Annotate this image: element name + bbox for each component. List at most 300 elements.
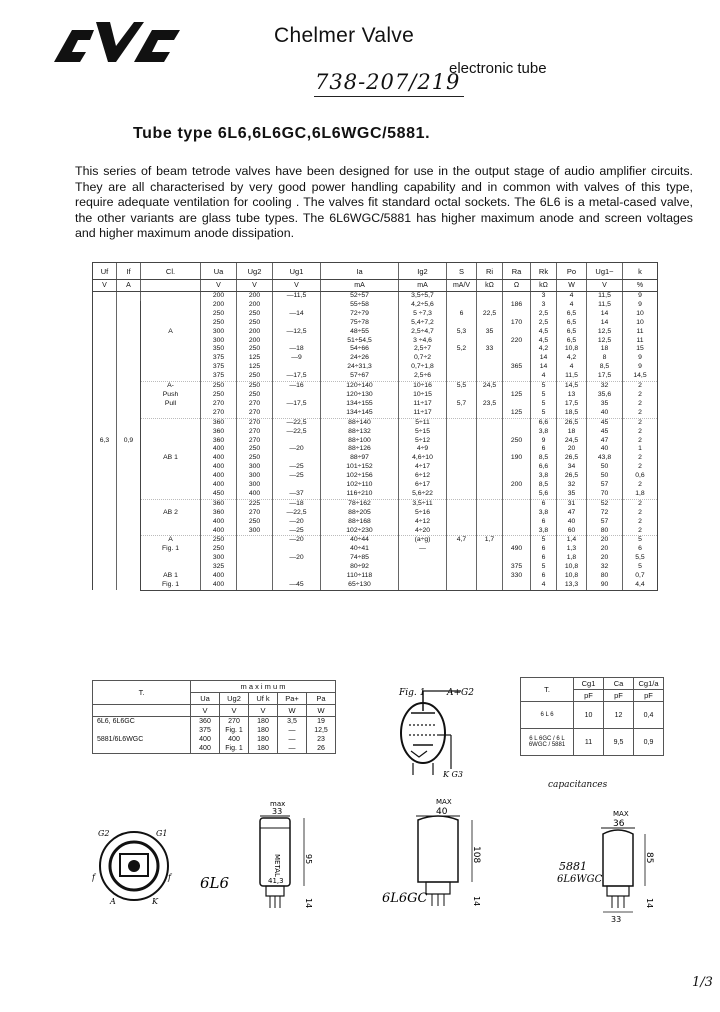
max-cell: Fig. 1 xyxy=(220,744,249,754)
cell-s xyxy=(447,372,477,381)
max-table-max-header: m a x i m u m xyxy=(191,681,336,693)
cell-ug1: —18 xyxy=(273,499,321,508)
cell-k: 0,6 xyxy=(623,472,658,481)
cell-ig2: 2,5÷6 xyxy=(399,372,447,381)
cell-po: 18 xyxy=(557,428,587,437)
cell-ug1: —22,5 xyxy=(273,428,321,437)
max-ratings-table xyxy=(92,680,335,754)
cell-ug2: 250 xyxy=(237,445,273,454)
max-cell: 400 xyxy=(220,735,249,744)
cell-cl: A xyxy=(141,328,201,337)
cell-ig2: 4÷20 xyxy=(399,527,447,536)
cell-cl xyxy=(141,463,201,472)
cell-cl xyxy=(141,301,201,310)
cell-ugs: 11,5 xyxy=(587,292,623,301)
tube2-dim-pin: 14 xyxy=(472,896,481,907)
cell-ia: 48÷55 xyxy=(321,328,399,337)
cell-s xyxy=(447,563,477,572)
cell-ua: 200 xyxy=(201,301,237,310)
cell-ri xyxy=(477,472,503,481)
col-header: Ug2 xyxy=(237,263,273,280)
cell-po: 11,5 xyxy=(557,372,587,381)
cell-ri xyxy=(477,581,503,590)
col-header: k xyxy=(623,263,658,280)
fig1-tube-symbol xyxy=(385,683,495,778)
max-cell: 375 xyxy=(191,726,220,735)
cell-ig2: 3,5÷11 xyxy=(399,499,447,508)
cell-ia: 88÷132 xyxy=(321,428,399,437)
cell-ig2: — xyxy=(399,545,447,554)
cell-cl xyxy=(141,518,201,527)
cell-ri xyxy=(477,518,503,527)
cell-ri xyxy=(477,372,503,381)
cell-ua: 360 xyxy=(201,499,237,508)
col-header: Po xyxy=(557,263,587,280)
col-unit: V xyxy=(237,280,273,292)
cell-rk: 3 xyxy=(531,292,557,301)
col-unit: kΩ xyxy=(477,280,503,292)
cell-ra: 186 xyxy=(503,301,531,310)
cell-ra: 250 xyxy=(503,437,531,446)
cell-s: 4,7 xyxy=(447,536,477,545)
base-pinout-diagram xyxy=(92,822,177,907)
cell-po: 31 xyxy=(557,499,587,508)
cell-s xyxy=(447,554,477,563)
cell-ua: 375 xyxy=(201,372,237,381)
cell-rk: 6 xyxy=(531,499,557,508)
cell-cl xyxy=(141,363,201,372)
pin-label-f-right: f xyxy=(168,873,171,882)
cell-ug2 xyxy=(237,536,273,545)
cell-ra xyxy=(503,372,531,381)
table-row xyxy=(93,337,658,346)
capacitance-caption: capacitances xyxy=(548,780,608,790)
cell-ra xyxy=(503,382,531,391)
cell-ua: 250 xyxy=(201,382,237,391)
cell-cl xyxy=(141,445,201,454)
cell-ra xyxy=(503,354,531,363)
max-table-row xyxy=(93,726,336,735)
table-row xyxy=(93,463,658,472)
cell-ri xyxy=(477,363,503,372)
cell-ia: 102÷230 xyxy=(321,527,399,536)
cell-ugs: 57 xyxy=(587,518,623,527)
cap-cell: 11 xyxy=(574,729,604,756)
table-row xyxy=(93,391,658,400)
cell-ug2: 225 xyxy=(237,499,273,508)
cell-ri xyxy=(477,319,503,328)
cell-ug1: —45 xyxy=(273,581,321,590)
cell-ug2 xyxy=(237,563,273,572)
cell-ig2: 0,7÷2 xyxy=(399,354,447,363)
cell-ra xyxy=(503,292,531,301)
max-col-unit: V xyxy=(249,705,278,717)
table-row xyxy=(93,428,658,437)
page-number: 1/3 xyxy=(692,975,713,990)
max-col-unit: V xyxy=(220,705,249,717)
cell-ig2: 4,2÷5,6 xyxy=(399,301,447,310)
cell-rk: 14 xyxy=(531,363,557,372)
cell-ug2: 250 xyxy=(237,319,273,328)
tube2-dim-height: 108 xyxy=(471,846,481,864)
cell-s xyxy=(447,437,477,446)
max-cell: 26 xyxy=(307,744,336,754)
cell-rk: 3,8 xyxy=(531,472,557,481)
cell-ugs: 8,5 xyxy=(587,363,623,372)
cell-ug1 xyxy=(273,391,321,400)
fig1-kg-label: K G3 xyxy=(443,770,463,778)
table-row xyxy=(93,437,658,446)
cell-ua: 360 xyxy=(201,437,237,446)
cell-ugs: 17,5 xyxy=(587,372,623,381)
table-row xyxy=(93,527,658,536)
cell-k: 2 xyxy=(623,418,658,427)
cell-s xyxy=(447,454,477,463)
cell-ug2: 300 xyxy=(237,463,273,472)
cell-k: 2 xyxy=(623,409,658,418)
cell-ug1 xyxy=(273,409,321,418)
cap-col-unit: pF xyxy=(634,690,664,702)
cell-ig2: 2,5÷4,7 xyxy=(399,328,447,337)
cell-ug1 xyxy=(273,572,321,581)
max-cell: 180 xyxy=(249,735,278,744)
cell-ra: 190 xyxy=(503,454,531,463)
cell-k: 2 xyxy=(623,509,658,518)
cell-cl xyxy=(141,292,201,301)
cell-ugs: 11,5 xyxy=(587,301,623,310)
cell-rk: 8,5 xyxy=(531,454,557,463)
cell-rk: 4 xyxy=(531,581,557,590)
cell-s: 5,7 xyxy=(447,400,477,409)
pin-label-g1: G1 xyxy=(156,829,168,838)
max-cell: 3,5 xyxy=(278,717,307,727)
cell-po: 6,5 xyxy=(557,337,587,346)
cell-cl xyxy=(141,418,201,427)
cell-k: 2 xyxy=(623,454,658,463)
cell-k: 1 xyxy=(623,445,658,454)
cell-ra: 125 xyxy=(503,409,531,418)
col-unit: mA xyxy=(399,280,447,292)
tube1-dim-pin: 14 xyxy=(304,898,313,909)
cell-s xyxy=(447,301,477,310)
table-row xyxy=(93,472,658,481)
cell-ua: 400 xyxy=(201,518,237,527)
cell-ra xyxy=(503,509,531,518)
table-row xyxy=(93,481,658,490)
max-cell: 360 xyxy=(191,717,220,727)
cell-ug1 xyxy=(273,337,321,346)
fig1-anode-label: A+G2 xyxy=(447,688,474,698)
cell-ia: 134÷155 xyxy=(321,400,399,409)
cell-ra xyxy=(503,463,531,472)
cell-ig2: 3 ÷4,6 xyxy=(399,337,447,346)
cell-ia: 51÷54,5 xyxy=(321,337,399,346)
cell-ri xyxy=(477,409,503,418)
cell-ia: 24÷26 xyxy=(321,354,399,363)
cell-ugs: 20 xyxy=(587,536,623,545)
cell-po: 40 xyxy=(557,518,587,527)
table-row xyxy=(93,454,658,463)
cell-ugs: 14 xyxy=(587,319,623,328)
intro-paragraph: This series of beam tetrode valves have been designed for use in the output stage of audio amplifier circuits. They are all characterised by very good power handling capability and in common with valves of this type, require adequate ventilation for cooling . The valves fit standard octal sockets. The 6L6 is a metal-cased valve, the other variants are glass tube types. The 6L6WGC/5881 has higher maximum anode and screen voltages and higher maximum anode dissipation. xyxy=(75,164,693,241)
cell-ug2: 200 xyxy=(237,301,273,310)
cell-k: 15 xyxy=(623,345,658,354)
table-row xyxy=(93,563,658,572)
cell-rk: 8,5 xyxy=(531,481,557,490)
cell-cl: Fig. 1 xyxy=(141,545,201,554)
table-row xyxy=(93,345,658,354)
max-cell: 180 xyxy=(249,726,278,735)
cell-cl xyxy=(141,354,201,363)
cell-cl xyxy=(141,372,201,381)
pin-label-a: A xyxy=(110,897,116,906)
cell-ua: 400 xyxy=(201,472,237,481)
cell-s xyxy=(447,490,477,499)
cell-ugs: 80 xyxy=(587,572,623,581)
cell-rk: 5 xyxy=(531,382,557,391)
cell-po: 1,8 xyxy=(557,554,587,563)
cell-k: 1,8 xyxy=(623,490,658,499)
table-row xyxy=(93,310,658,319)
cell-ug2: 250 xyxy=(237,345,273,354)
cell-ug1: —9 xyxy=(273,354,321,363)
tube-6l6-outline xyxy=(190,796,330,916)
tube3-dim-height: 85 xyxy=(644,852,654,864)
col-unit: mA/V xyxy=(447,280,477,292)
cell-k: 4,4 xyxy=(623,581,658,590)
col-header: Uf xyxy=(93,263,117,280)
cell-s xyxy=(447,545,477,554)
table-row xyxy=(93,328,658,337)
company-name: Chelmer Valve xyxy=(274,24,415,47)
tube-5881-outline xyxy=(555,808,675,928)
tube1-dim-max: max xyxy=(270,800,286,808)
cell-ia: 88÷140 xyxy=(321,418,399,427)
cell-ig2: 6÷17 xyxy=(399,481,447,490)
cell-ug2: 200 xyxy=(237,328,273,337)
cell-po: 1,4 xyxy=(557,536,587,545)
cell-cl xyxy=(141,490,201,499)
table-row xyxy=(93,499,658,508)
cell-ugs: 50 xyxy=(587,472,623,481)
cell-ug1: —25 xyxy=(273,472,321,481)
cell-ugs: 35,6 xyxy=(587,391,623,400)
cell-ua: 360 xyxy=(201,509,237,518)
cell-ri xyxy=(477,391,503,400)
cell-uf: 6,3 xyxy=(93,292,117,591)
cell-ug2: 300 xyxy=(237,481,273,490)
cell-rk: 6,6 xyxy=(531,463,557,472)
subtitle: electronic tube xyxy=(449,60,547,77)
cell-ia: 78÷162 xyxy=(321,499,399,508)
max-row-type xyxy=(93,744,191,754)
cell-cl xyxy=(141,499,201,508)
cell-po: 24,5 xyxy=(557,437,587,446)
cell-ig2 xyxy=(399,572,447,581)
cell-ra: 490 xyxy=(503,545,531,554)
cell-ia: 101÷152 xyxy=(321,463,399,472)
cap-cell: 12 xyxy=(604,702,634,729)
cell-cl xyxy=(141,409,201,418)
cell-ugs: 32 xyxy=(587,382,623,391)
cell-s xyxy=(447,409,477,418)
cell-ia: 102÷156 xyxy=(321,472,399,481)
cell-rk: 5 xyxy=(531,400,557,409)
cap-table-row xyxy=(521,729,664,756)
max-row-type: 6L6, 6L6GC xyxy=(93,717,191,727)
cell-k: 9 xyxy=(623,354,658,363)
cell-ug2: 250 xyxy=(237,518,273,527)
cell-s xyxy=(447,319,477,328)
table-row xyxy=(93,572,658,581)
col-unit xyxy=(141,280,201,292)
cell-s xyxy=(447,481,477,490)
cell-ua: 400 xyxy=(201,445,237,454)
cell-ugs: 14 xyxy=(587,310,623,319)
col-unit: W xyxy=(557,280,587,292)
cell-ia: 88÷168 xyxy=(321,518,399,527)
cell-ig2 xyxy=(399,581,447,590)
cell-ua: 360 xyxy=(201,428,237,437)
cell-ug1: —12,5 xyxy=(273,328,321,337)
cell-ug1 xyxy=(273,454,321,463)
cap-col-header: Cg1/a xyxy=(634,678,664,690)
cell-k: 9 xyxy=(623,301,658,310)
cell-cl: AB 1 xyxy=(141,454,201,463)
cell-ia: 57÷67 xyxy=(321,372,399,381)
table-row xyxy=(93,445,658,454)
cell-ua: 250 xyxy=(201,536,237,545)
cell-po: 32 xyxy=(557,481,587,490)
cap-cell: 0,9 xyxy=(634,729,664,756)
cell-po: 4 xyxy=(557,363,587,372)
cell-ua: 360 xyxy=(201,418,237,427)
cell-ri xyxy=(477,428,503,437)
max-cell: 23 xyxy=(307,735,336,744)
col-unit: % xyxy=(623,280,658,292)
table-row xyxy=(93,319,658,328)
cell-ua: 400 xyxy=(201,527,237,536)
tube2-dim-width: 40 xyxy=(436,807,448,817)
cell-po: 35 xyxy=(557,490,587,499)
cell-rk: 3,8 xyxy=(531,509,557,518)
col-unit: kΩ xyxy=(531,280,557,292)
cell-ra xyxy=(503,518,531,527)
cell-ua: 400 xyxy=(201,581,237,590)
cell-ia: 120÷140 xyxy=(321,382,399,391)
col-header: Rk xyxy=(531,263,557,280)
cell-ugs: 70 xyxy=(587,490,623,499)
cell-ug2 xyxy=(237,545,273,554)
cell-rk: 4,5 xyxy=(531,328,557,337)
cell-rk: 5 xyxy=(531,536,557,545)
cell-k: 5 xyxy=(623,563,658,572)
cell-ug1: —20 xyxy=(273,518,321,527)
max-col-unit: W xyxy=(307,705,336,717)
cell-ig2: 11÷17 xyxy=(399,409,447,418)
cell-cl xyxy=(141,428,201,437)
table-row xyxy=(93,536,658,545)
cell-ig2: 5÷15 xyxy=(399,428,447,437)
tube3-dim-pin: 14 xyxy=(645,898,654,909)
cell-rk: 5 xyxy=(531,563,557,572)
table-row xyxy=(93,382,658,391)
cell-ug1 xyxy=(273,563,321,572)
cell-ig2 xyxy=(399,554,447,563)
cell-cl: A xyxy=(141,536,201,545)
cell-s xyxy=(447,337,477,346)
table-row xyxy=(93,400,658,409)
cell-ug2: 250 xyxy=(237,454,273,463)
col-unit: V xyxy=(93,280,117,292)
cell-s xyxy=(447,463,477,472)
cell-ug2 xyxy=(237,572,273,581)
cell-s xyxy=(447,445,477,454)
cell-cl: Fig. 1 xyxy=(141,581,201,590)
cell-ra: 330 xyxy=(503,572,531,581)
max-col-unit: V xyxy=(191,705,220,717)
cell-ua: 250 xyxy=(201,391,237,400)
cell-po: 13,3 xyxy=(557,581,587,590)
cell-cl xyxy=(141,310,201,319)
cell-ig2: 2,5÷7 xyxy=(399,345,447,354)
cell-ugs: 12,5 xyxy=(587,328,623,337)
cell-po: 4,2 xyxy=(557,354,587,363)
table-row xyxy=(93,545,658,554)
cell-cl: AB 1 xyxy=(141,572,201,581)
cell-ug2: 270 xyxy=(237,428,273,437)
cell-ri xyxy=(477,463,503,472)
cell-k: 2 xyxy=(623,527,658,536)
cell-ug2: 270 xyxy=(237,400,273,409)
table-row xyxy=(93,409,658,418)
cell-ugs: 50 xyxy=(587,463,623,472)
cell-po: 26,5 xyxy=(557,472,587,481)
cell-ua: 350 xyxy=(201,345,237,354)
cell-ug1: —20 xyxy=(273,445,321,454)
col-unit: V xyxy=(273,280,321,292)
cell-po: 26,5 xyxy=(557,418,587,427)
cell-ia: 74÷85 xyxy=(321,554,399,563)
cell-rk: 5 xyxy=(531,409,557,418)
cell-ra xyxy=(503,310,531,319)
cell-rk: 3,8 xyxy=(531,527,557,536)
cell-po: 26,5 xyxy=(557,454,587,463)
cell-ig2: 5,6÷22 xyxy=(399,490,447,499)
cell-ug2: 250 xyxy=(237,372,273,381)
cell-ra xyxy=(503,428,531,437)
cell-k: 0,7 xyxy=(623,572,658,581)
col-unit: mA xyxy=(321,280,399,292)
tube3-dim-max: MAX xyxy=(613,810,629,818)
cell-ug2: 200 xyxy=(237,292,273,301)
cell-ug1: —20 xyxy=(273,536,321,545)
col-header: Ua xyxy=(201,263,237,280)
cell-ia: 40÷44 xyxy=(321,536,399,545)
cell-po: 10,8 xyxy=(557,572,587,581)
cell-ri xyxy=(477,337,503,346)
cell-ugs: 72 xyxy=(587,509,623,518)
cell-ia: 88÷97 xyxy=(321,454,399,463)
cell-ugs: 90 xyxy=(587,581,623,590)
cell-k: 2 xyxy=(623,437,658,446)
col-header: Ug1~ xyxy=(587,263,623,280)
max-cell: — xyxy=(278,744,307,754)
cell-ri xyxy=(477,481,503,490)
col-header: If xyxy=(117,263,141,280)
cell-ug1 xyxy=(273,363,321,372)
cell-cl: Push xyxy=(141,391,201,400)
